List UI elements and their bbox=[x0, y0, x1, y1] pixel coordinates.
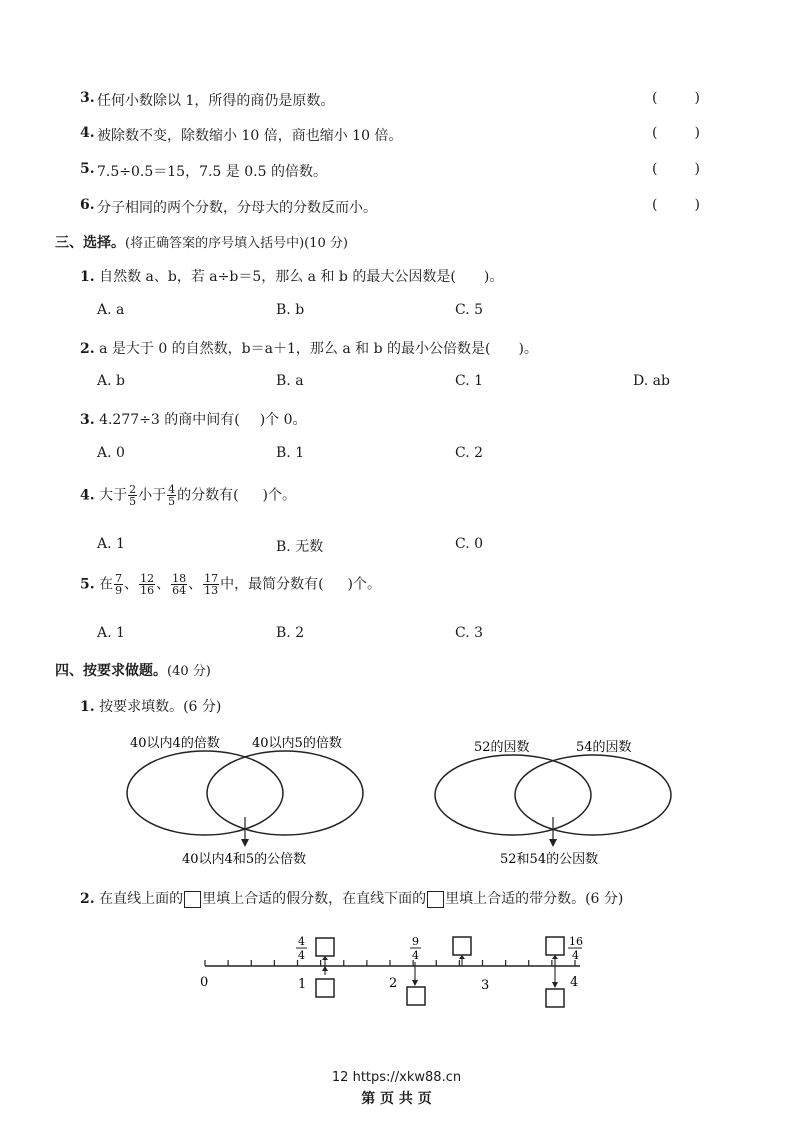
option-b[interactable]: B. 1 bbox=[276, 445, 305, 461]
choice-question-1: 1. 自然数 a、b，若 a÷b＝5，那么 a 和 b 的最大公因数是( )。 bbox=[80, 269, 504, 285]
venn-left-label: 40以内4的倍数 bbox=[130, 736, 220, 751]
fraction: $\frac{18}{64}$ bbox=[172, 572, 187, 597]
answer-paren[interactable]: ( ) bbox=[652, 90, 700, 106]
option-c[interactable]: C. 2 bbox=[455, 445, 484, 461]
number-line-ticks bbox=[205, 960, 575, 966]
choice-question-2: 2. a 是大于 0 的自然数，b＝a＋1，那么 a 和 b 的最小公倍数是( )。 bbox=[80, 341, 538, 357]
fraction-label-16-4 bbox=[568, 935, 583, 962]
tick-label-0: 0 bbox=[200, 975, 209, 990]
option-c[interactable]: C. 0 bbox=[455, 536, 484, 552]
venn-diagram-multiples bbox=[127, 735, 363, 867]
answer-box[interactable] bbox=[546, 937, 564, 955]
choice-question-5: 5. 在 $\frac{7}{9}$ 、 $\frac{12}{16}$ 、 $\frac{18}{64}$ 、 $\frac{17}{13}$ 中，最简分数有( )个。 bbox=[80, 572, 382, 597]
answer-paren[interactable]: ( ) bbox=[652, 161, 700, 177]
option-b[interactable]: B. b bbox=[276, 302, 305, 318]
venn-right-label: 40以内5的倍数 bbox=[252, 736, 342, 751]
arrow-head bbox=[241, 839, 249, 847]
tick-label-3: 3 bbox=[481, 978, 490, 993]
tick-label-1: 1 bbox=[298, 977, 307, 992]
option-c[interactable]: C. 5 bbox=[455, 302, 484, 318]
answer-box-icon bbox=[427, 891, 444, 908]
svg-text:9: 9 bbox=[412, 935, 419, 948]
item-number: 5. bbox=[80, 161, 95, 177]
item-text: 任何小数除以 1，所得的商仍是原数。 bbox=[97, 93, 335, 109]
svg-text:4: 4 bbox=[412, 949, 419, 962]
option-a[interactable]: A. a bbox=[97, 302, 125, 318]
item-text: 分子相同的两个分数，分母大的分数反而小。 bbox=[97, 200, 377, 216]
svg-text:4: 4 bbox=[298, 935, 305, 948]
fraction: $\frac{4}{5}$ bbox=[168, 483, 176, 508]
fill-question-2: 2. 在直线上面的 里填上合适的假分数，在直线下面的 里填上合适的带分数。(6 分) bbox=[80, 891, 624, 907]
page-number: 第 页 共 页 bbox=[361, 1091, 432, 1107]
option-a[interactable]: A. 1 bbox=[97, 536, 125, 552]
section-4-heading: 四、按要求做题。(40 分) bbox=[55, 663, 211, 679]
option-a[interactable]: A. 1 bbox=[97, 625, 125, 641]
answer-box[interactable] bbox=[453, 937, 471, 955]
section-3-heading: 三、选择。(将正确答案的序号填入括号中)(10 分) bbox=[55, 235, 348, 251]
option-c[interactable]: C. 1 bbox=[455, 373, 484, 389]
option-b[interactable]: B. 2 bbox=[276, 625, 305, 641]
svg-text:4: 4 bbox=[298, 949, 305, 962]
answer-paren[interactable]: ( ) bbox=[652, 125, 700, 141]
item-number: 3. bbox=[80, 90, 95, 106]
fraction-label-4-4 bbox=[296, 935, 307, 962]
choice-question-3: 3. 4.277÷3 的商中间有( )个 0。 bbox=[80, 412, 307, 428]
svg-text:4: 4 bbox=[572, 949, 579, 962]
option-c[interactable]: C. 3 bbox=[455, 625, 484, 641]
footer-url: 12 https://xkw88.cn bbox=[331, 1070, 462, 1085]
venn-right-circle[interactable] bbox=[207, 751, 363, 835]
arrow-head bbox=[549, 839, 557, 847]
fraction: $\frac{12}{16}$ bbox=[140, 572, 155, 597]
item-number: 4. bbox=[80, 125, 95, 141]
svg-text:16: 16 bbox=[569, 935, 583, 948]
answer-box[interactable] bbox=[316, 979, 334, 997]
venn-left-circle[interactable] bbox=[127, 751, 283, 835]
item-number: 6. bbox=[80, 197, 95, 213]
venn-bottom-label: 40以内4和5的公倍数 bbox=[182, 852, 307, 867]
fraction: $\frac{7}{9}$ bbox=[115, 572, 123, 597]
venn-right-circle[interactable] bbox=[515, 755, 671, 835]
venn-right-label: 54的因数 bbox=[576, 740, 632, 755]
option-a[interactable]: A. 0 bbox=[97, 445, 125, 461]
option-b[interactable]: B. 无数 bbox=[276, 539, 324, 555]
tick-label-4: 4 bbox=[570, 975, 579, 990]
option-b[interactable]: B. a bbox=[276, 373, 304, 389]
fraction: $\frac{2}{5}$ bbox=[129, 483, 137, 508]
venn-left-circle[interactable] bbox=[435, 755, 591, 835]
fraction-label-9-4 bbox=[410, 935, 421, 986]
option-d[interactable]: D. ab bbox=[633, 373, 670, 389]
answer-box[interactable] bbox=[407, 987, 425, 1005]
answer-box-icon bbox=[184, 891, 201, 908]
answer-box[interactable] bbox=[546, 989, 564, 1007]
venn-bottom-label: 52和54的公因数 bbox=[500, 852, 599, 867]
fraction: $\frac{17}{13}$ bbox=[204, 572, 219, 597]
fill-question-1: 1. 按要求填数。(6 分) bbox=[80, 699, 222, 715]
venn-diagrams bbox=[0, 725, 793, 875]
answer-box[interactable] bbox=[316, 938, 334, 956]
venn-left-label: 52的因数 bbox=[474, 740, 530, 755]
venn-diagram-factors bbox=[435, 739, 671, 867]
number-line bbox=[0, 925, 793, 1015]
item-text: 被除数不变，除数缩小 10 倍，商也缩小 10 倍。 bbox=[97, 128, 403, 144]
choice-question-4: 4. 大于 $\frac{2}{5}$ 小于 $\frac{4}{5}$ 的分数有( )个。 bbox=[80, 483, 297, 508]
answer-paren[interactable]: ( ) bbox=[652, 197, 700, 213]
item-text: 7.5÷0.5＝15，7.5 是 0.5 的倍数。 bbox=[97, 164, 327, 180]
tick-label-2: 2 bbox=[389, 976, 398, 991]
option-a[interactable]: A. b bbox=[97, 373, 125, 389]
